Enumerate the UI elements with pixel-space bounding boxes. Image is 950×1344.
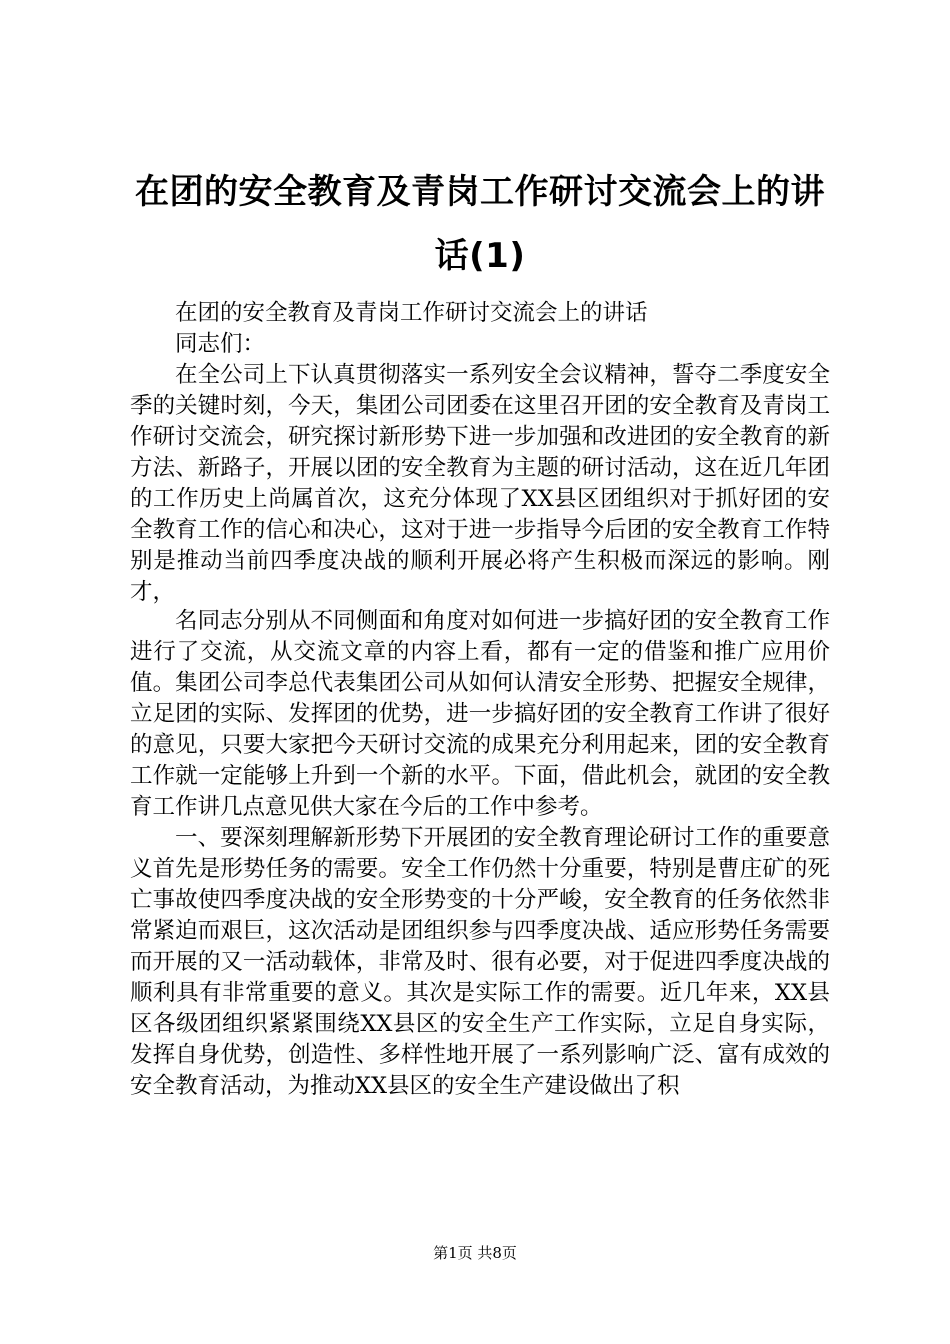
page-footer: 第1页 共8页 (433, 1244, 517, 1262)
document-title: 在团的安全教育及青岗工作研讨交流会上的讲话(1) (135, 172, 825, 276)
body-paragraph: 一、要深刻理解新形势下开展团的安全教育理论研讨工作的重要意义首先是形势任务的需要。安全工作仍然十分重要，特别是曹庄矿的死亡事故使四季度决战的安全形势变的十分严峻，安全教育的任务依然非常紧迫而艰巨，这次活动是团组织参与四季度决战、适应形势任务需要而开展的又一活动载体，非常及时、很有必要，对于促进四季度决战的顺利具有非常重要的意义。其次是实际工作的需要。近几年来，XX县区各级团组织紧紧围绕XX县区的安全生产工作实际，立足自身实际，发挥自身优势，创造性、多样性地开展了一系列影响广泛、富有成效的安全教育活动，为推动XX县区的安全生产建设做出了积 (130, 825, 830, 1099)
body-block-first (130, 298, 830, 608)
body-paragraph: 在团的安全教育及青岗工作研讨交流会上的讲话 (175, 300, 648, 326)
body-paragraph: 同志们： (175, 331, 266, 357)
body-paragraph: 名同志分别从不同侧面和角度对如何进一步搞好团的安全教育工作进行了交流，从交流文章的内容上看，都有一定的借鉴和推广应用价值。集团公司李总代表集团公司从如何认清安全形势、把握安全规律，立足团的实际、发挥团的优势，进一步搞好团的安全教育工作讲了很好的意见，只要大家把今天研讨交流的成果充分利用起来，团的安全教育工作就一定能够上升到一个新的水平。下面，借此机会，就团的安全教育工作讲几点意见供大家在今后的工作中参考。 (130, 608, 830, 820)
body-paragraph: 在全公司上下认真贯彻落实一系列安全会议精神，誓夺二季度安全季的关键时刻，今天，集团公司团委在这里召开团的安全教育及青岗工作研讨交流会，研究探讨新形势下进一步加强和改进团的安全教育的新方法、新路子，开展以团的安全教育为主题的研讨活动，这在近几年团的工作历史上尚属首次，这充分体现了XX县区团组织对于抓好团的安全教育工作的信心和决心，这对于进一步指导今后团的安全教育工作特别是推动当前四季度决战的顺利开展必将产生积极而深远的影响。刚才， (130, 362, 830, 605)
body-block-second (130, 606, 830, 1102)
